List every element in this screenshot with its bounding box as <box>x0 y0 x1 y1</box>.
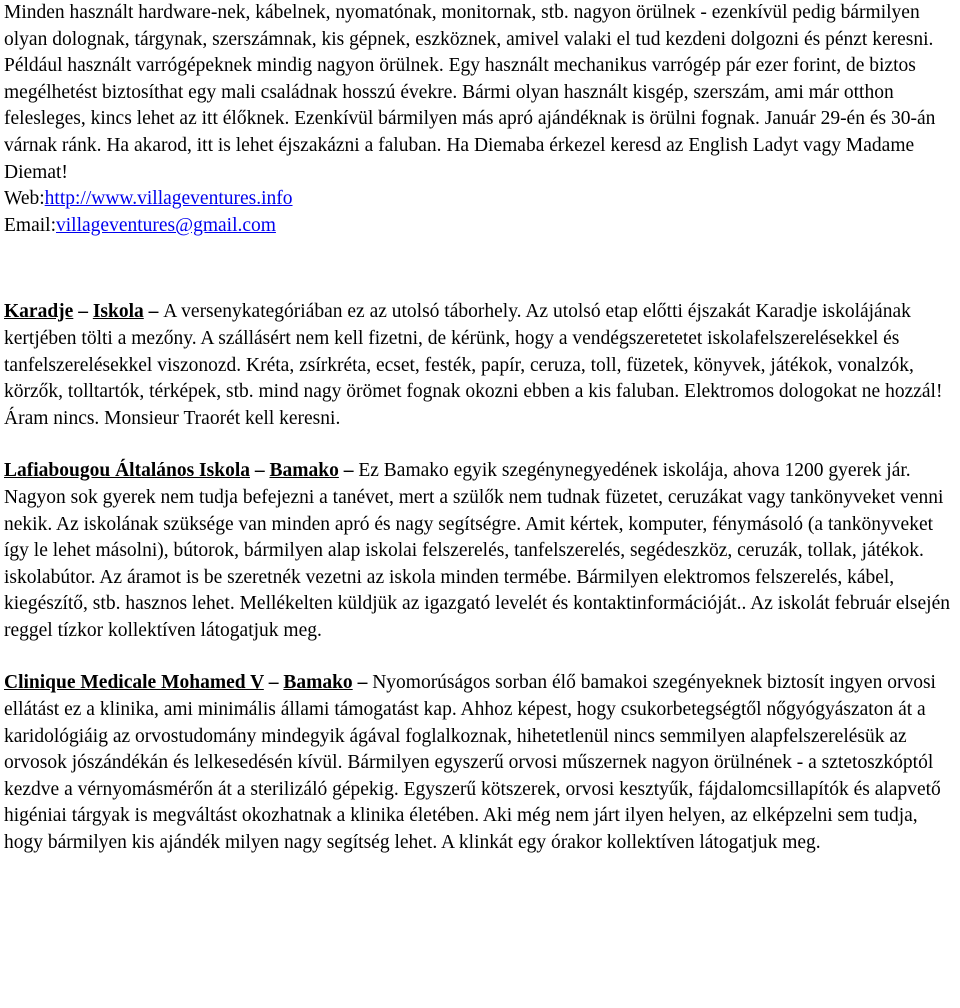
intro-paragraph <box>4 0 956 239</box>
lafiabougou-heading-name: Lafiabougou Általános Iskola <box>4 460 250 482</box>
website-link[interactable]: http://www.villageventures.info <box>44 188 293 210</box>
clinique-heading-place: Bamako <box>283 672 353 694</box>
karadje-heading-place: Iskola <box>92 301 144 323</box>
clinique-section <box>4 670 956 856</box>
karadje-heading-dash-2: – <box>143 301 164 323</box>
email-label: Email: <box>4 214 56 236</box>
lafiabougou-text: Ez Bamako egyik szegénynegyedének iskolája, ahova 1200 gyerek jár. Nagyon sok gyerek nem tudja befejezni a tanévet, mert a szülők nem tudnak füzetet, ceruzákat vagy tankönyveket venni nekik. Az iskolának szüksége van minden apró és nagy segítségre. Amit kértek, komputer, fénymásoló (a tankönyveket így le lehet másolni), bútorok, bármilyen alap iskolai felszerelés, tanfelszerelés, segédeszköz, ceruzák, tollak, játékok. iskolabútor. Az áramot is be szeretnék vezetni az iskola minden termébe. Bármilyen elektromos felszerelés, kábel, kiegészítő, stb. hasznos lehet. Mellékelten küldjük az igazgató levelét és kontaktinformációját.. Az iskolát február elsején reggel tízkor kollektíven látogatjuk meg. <box>4 460 950 641</box>
clinique-heading-name: Clinique Medicale Mohamed V <box>4 672 264 694</box>
lafiabougou-heading-place: Bamako <box>269 460 339 482</box>
email-link[interactable]: villageventures@gmail.com <box>56 214 276 236</box>
karadje-text: A versenykategóriában ez az utolsó táborhely. Az utolsó etap előtti éjszakát Karadje iskolájának kertjében tölti a mezőny. A szállásért nem kell fizetni, de kérünk, hogy a vendégszeretetet iskolafelszerelésekkel és tanfelszerelésekkel viszonozd. Kréta, zsírkréta, ecset, festék, papír, ceruza, toll, füzetek, könyvek, játékok, vonalzók, körzők, tolltartók, térképek, stb. mind nagy örömet fognak okozni ebben a kis faluban. Elektromos dologokat ne hozzál! Áram nincs. Monsieur Traorét kell keresni. <box>4 301 943 429</box>
lafiabougou-section <box>4 458 956 644</box>
document-page <box>4 0 956 857</box>
section-spacer <box>4 239 956 299</box>
web-label: Web: <box>4 188 45 210</box>
lafiabougou-heading-dash-2: – <box>338 460 359 482</box>
karadje-heading-name: Karadje <box>4 301 74 323</box>
clinique-text: Nyomorúságos sorban élő bamakoi szegényeknek biztosít ingyen orvosi ellátást ez a klinika, ami minimális állami támogatást kap. Ahhoz képest, hogy csukorbetegségtől nőgyógyászaton át a karidológiáig az orvostudomány mindegyik ágával foglalkoznak, hihetetlenül nincs semmilyen alapfelszerelésük az orvosok jószándékán és lelkesedésén kívül. Bármilyen egyszerű orvosi műszernek nagyon örülnének - a sztetoszkóptól kezdve a vérnyomásmérőn át a sterilizáló gépekig. Egyszerű kötszerek, orvosi kesztyűk, fájdalomcsillapítók és alapvető higéniai tárgyak is megváltást okozhatnak a klinika életében. Aki még nem járt ilyen helyen, az elképzelni sem tudja, hogy bármilyen kis ajándék milyen nagy segítség lehet. A klinkát egy órakor kollektíven látogatjuk meg. <box>4 672 941 854</box>
clinique-heading-dash: – <box>263 672 284 694</box>
karadje-section <box>4 299 956 432</box>
clinique-heading-dash-2: – <box>352 672 373 694</box>
lafiabougou-heading-dash: – <box>250 460 270 482</box>
section-spacer <box>4 432 956 458</box>
section-spacer <box>4 644 956 670</box>
intro-text: Minden használt hardware-nek, kábelnek, nyomatónak, monitornak, stb. nagyon örülnek - ezenkívül pedig bármilyen olyan dolognak, tárgynak, szerszámnak, kis gépnek, eszköznek, amivel valaki el tud kezdeni dolgozni és pénzt keresni. Például használt varrógépeknek mindig nagyon örülnek. Egy használt mechanikus varrógép pár ezer forint, de biztos megélhetést biztosíthat egy mali családnak hosszú évekre. Bármi olyan használt kisgép, szerszám, ami már otthon felesleges, kincs lehet az itt élőknek. Ezenkívül bármilyen más apró ajándéknak is örülni fognak. Január 29-én és 30-án várnak ránk. Ha akarod, itt is lehet éjszakázni a faluban. Ha Diemaba érkezel keresd az English Ladyt vagy Madame Diemat! <box>4 2 936 183</box>
karadje-heading-dash: – <box>73 301 93 323</box>
